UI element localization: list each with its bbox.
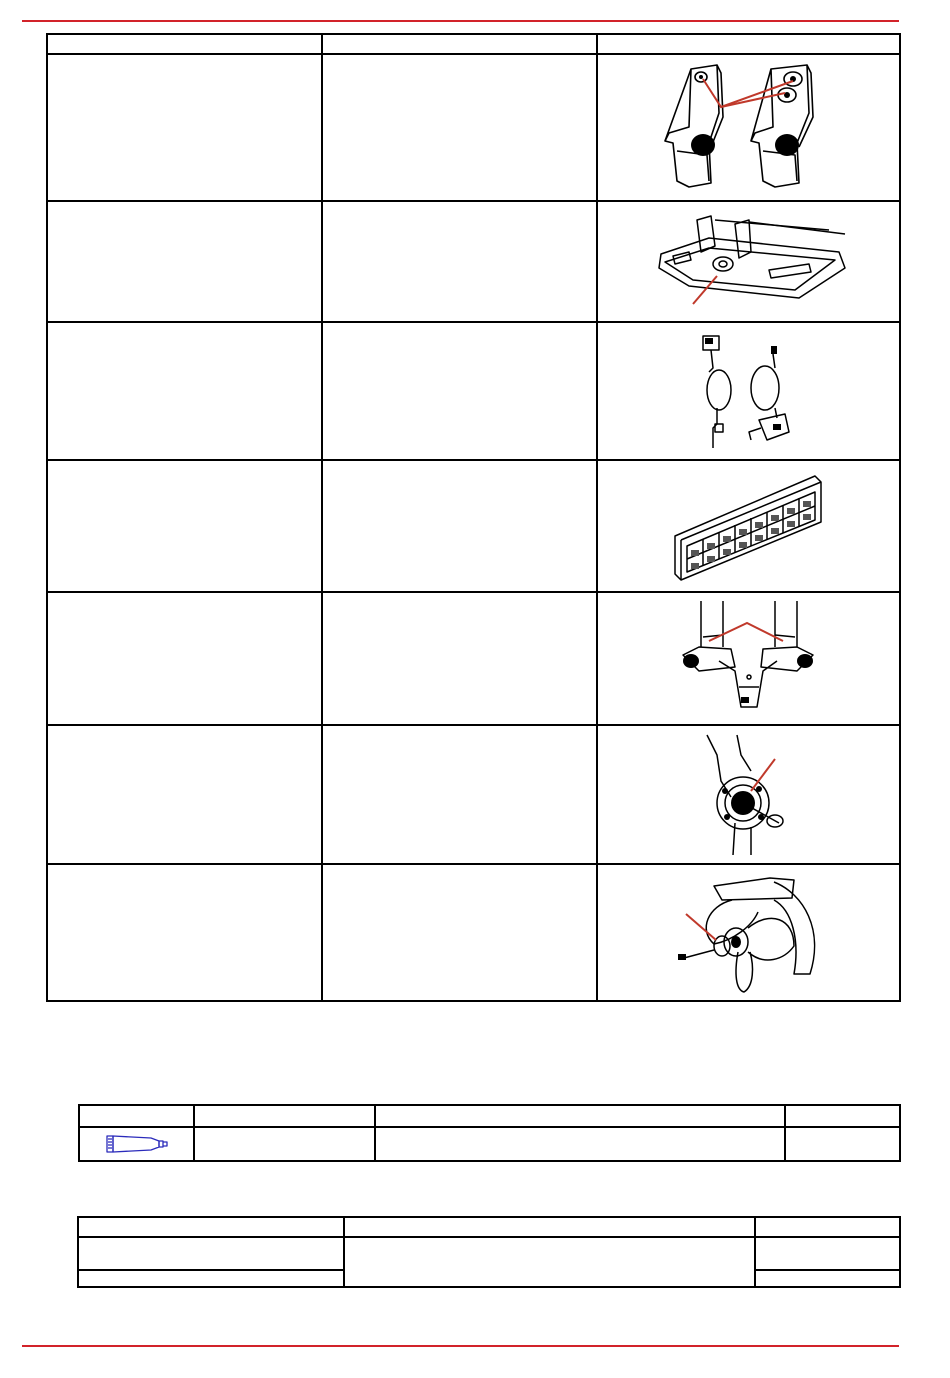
table-row (47, 460, 900, 592)
illustration-cell (597, 322, 900, 460)
motor-housing-clamps-icon (679, 597, 819, 721)
header-cell (755, 1217, 900, 1237)
tool-table-header (78, 1217, 900, 1237)
lubricant-tube-icon (105, 1132, 169, 1156)
table-cell (375, 1127, 785, 1161)
shaft-seal-assembly-icon (699, 731, 799, 859)
tool-table (77, 1216, 901, 1288)
header-cell (375, 1105, 785, 1127)
table-cell (322, 201, 597, 322)
header-cell (785, 1105, 900, 1127)
table-cell (755, 1270, 900, 1287)
illustration-cell (597, 725, 900, 864)
table-cell (322, 725, 597, 864)
table-row (47, 322, 900, 460)
bearing-carrier-pair-icon (659, 63, 839, 193)
illustration-cell (597, 864, 900, 1001)
table-cell (47, 54, 322, 201)
table-cell (344, 1237, 755, 1287)
table-cell (47, 592, 322, 725)
header-cell (597, 34, 900, 54)
parts-table (46, 33, 901, 1002)
table-cell (785, 1127, 900, 1161)
table-row (79, 1127, 900, 1161)
table-cell (47, 864, 322, 1001)
table-row (47, 592, 900, 725)
table-cell (47, 460, 322, 592)
header-cell (344, 1217, 755, 1237)
grid-block-icon (669, 468, 829, 584)
lubricant-table (78, 1104, 901, 1162)
table-row (47, 864, 900, 1001)
table-row (78, 1237, 900, 1270)
table-cell (322, 864, 597, 1001)
table-row (47, 201, 900, 322)
illustration-cell (597, 592, 900, 725)
header-cell (322, 34, 597, 54)
table-cell (322, 460, 597, 592)
table-cell (47, 201, 322, 322)
icon-cell (79, 1127, 194, 1161)
table-row (47, 725, 900, 864)
table-cell (78, 1237, 344, 1270)
header-cell (194, 1105, 375, 1127)
table-cell (78, 1270, 344, 1287)
table-cell (194, 1127, 375, 1161)
illustration-cell (597, 54, 900, 201)
table-cell (755, 1237, 900, 1270)
table-cell (322, 592, 597, 725)
table-cell (47, 322, 322, 460)
table-cell (322, 54, 597, 201)
header-cell (79, 1105, 194, 1127)
illustration-cell (597, 460, 900, 592)
propeller-nut-icon (674, 870, 824, 996)
top-red-rule (22, 20, 899, 22)
table-cell (47, 725, 322, 864)
mounting-bracket-base-icon (649, 212, 849, 312)
header-cell (78, 1217, 344, 1237)
bottom-red-rule (22, 1345, 899, 1347)
table-cell (322, 322, 597, 460)
table-row (47, 54, 900, 201)
illustration-cell (597, 201, 900, 322)
parts-table-header (47, 34, 900, 54)
wire-harness-connectors-icon (689, 328, 809, 454)
header-cell (47, 34, 322, 54)
lubricant-table-header (79, 1105, 900, 1127)
